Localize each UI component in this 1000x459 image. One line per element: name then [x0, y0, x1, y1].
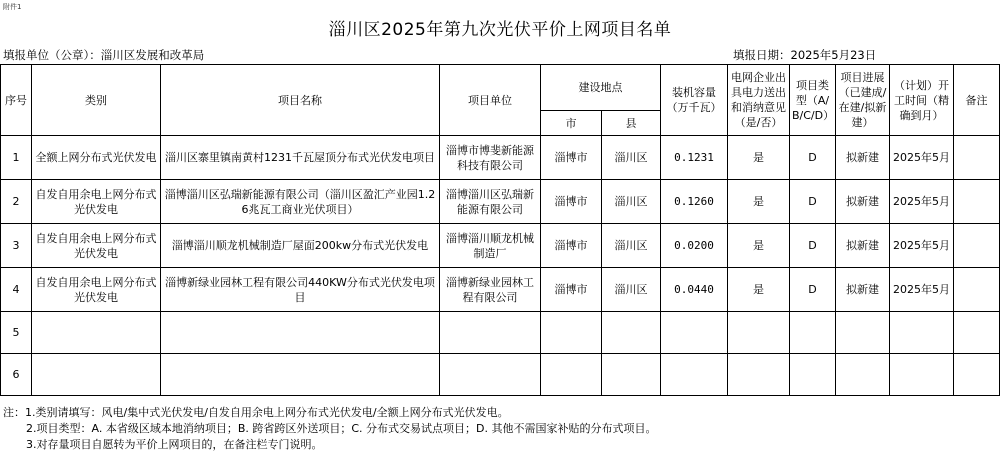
table-row: [1, 136, 1000, 180]
cell-capacity: 0.0200: [661, 224, 728, 268]
cell-county: [602, 354, 661, 396]
header-start-time: （计划）开工时间（精确到月）: [890, 65, 954, 136]
cell-project-name: [161, 312, 440, 354]
cell-progress: 拟新建: [836, 136, 890, 180]
cell-progress: [836, 354, 890, 396]
table-row: [1, 312, 1000, 354]
cell-capacity: 0.1260: [661, 180, 728, 224]
header-category: 类别: [32, 65, 161, 136]
cell-project-type: [790, 312, 836, 354]
cell-county: 淄川区: [602, 268, 661, 312]
cell-project-type: D: [790, 224, 836, 268]
cell-progress: 拟新建: [836, 180, 890, 224]
cell-seq: 3: [1, 224, 32, 268]
header-progress: 项目进展（已建成/在建/拟新建）: [836, 65, 890, 136]
cell-project-unit: 淄博新绿业园林工程有限公司: [440, 268, 541, 312]
cell-category: 自发自用余电上网分布式光伏发电: [32, 180, 161, 224]
cell-remark: [954, 354, 1000, 396]
cell-city: 淄博市: [541, 268, 602, 312]
header-project-unit: 项目单位: [440, 65, 541, 136]
cell-grid-opinion: 是: [728, 268, 790, 312]
cell-project-type: D: [790, 136, 836, 180]
cell-remark: [954, 136, 1000, 180]
cell-grid-opinion: 是: [728, 224, 790, 268]
cell-city: 淄博市: [541, 136, 602, 180]
cell-progress: 拟新建: [836, 224, 890, 268]
cell-city: 淄博市: [541, 224, 602, 268]
cell-start-time: [890, 312, 954, 354]
header-county: 县: [602, 111, 661, 136]
cell-city: [541, 312, 602, 354]
note-line: 3.对存量项目自愿转为平价上网项目的，在备注栏专门说明。: [26, 438, 323, 451]
header-project-type: 项目类型（A/B/C/D）: [790, 65, 836, 136]
fill-unit: 填报单位（公章）：淄川区发展和改革局: [3, 48, 205, 62]
cell-county: 淄川区: [602, 180, 661, 224]
cell-project-name: 淄川区寨里镇南黄村1231千瓦屋顶分布式光伏发电项目: [161, 136, 440, 180]
cell-progress: [836, 312, 890, 354]
cell-project-unit: 淄博市博斐新能源科技有限公司: [440, 136, 541, 180]
cell-start-time: 2025年5月: [890, 180, 954, 224]
cell-grid-opinion: 是: [728, 180, 790, 224]
cell-project-unit: [440, 312, 541, 354]
cell-project-unit: 淄博淄川顺龙机械制造厂: [440, 224, 541, 268]
cell-project-unit: 淄博淄川区弘瑞新能源有限公司: [440, 180, 541, 224]
cell-grid-opinion: [728, 354, 790, 396]
document-title: 淄川区2025年第九次光伏平价上网项目名单: [328, 20, 672, 40]
note-line: 2.项目类型：A. 本省级区域本地消纳项目；B. 跨省跨区外送项目；C. 分布式交易试点项目；D. 其他不需国家补贴的分布式项目。: [26, 422, 657, 435]
header-seq: 序号: [1, 65, 32, 136]
cell-capacity: 0.1231: [661, 136, 728, 180]
header-grid-opinion: 电网企业出具电力送出和消纳意见（是/否）: [728, 65, 790, 136]
project-table: [0, 64, 1000, 396]
table-row: [1, 268, 1000, 312]
cell-remark: [954, 312, 1000, 354]
cell-category: [32, 354, 161, 396]
header-row-1: [1, 65, 1000, 111]
cell-project-name: 淄博淄川顺龙机械制造厂屋面200kw分布式光伏发电: [161, 224, 440, 268]
cell-county: [602, 312, 661, 354]
cell-start-time: 2025年5月: [890, 268, 954, 312]
cell-seq: 2: [1, 180, 32, 224]
cell-grid-opinion: 是: [728, 136, 790, 180]
cell-seq: 4: [1, 268, 32, 312]
cell-remark: [954, 224, 1000, 268]
header-capacity: 装机容量（万千瓦）: [661, 65, 728, 136]
cell-city: [541, 354, 602, 396]
cell-remark: [954, 180, 1000, 224]
table-row: [1, 180, 1000, 224]
cell-project-type: D: [790, 268, 836, 312]
header-remark: 备注: [954, 65, 1000, 136]
cell-seq: 6: [1, 354, 32, 396]
cell-project-name: [161, 354, 440, 396]
fill-date: 填报日期：2025年5月23日: [733, 48, 877, 62]
table-row: [1, 224, 1000, 268]
notes: [3, 405, 657, 453]
header-location: 建设地点: [541, 65, 661, 111]
cell-category: [32, 312, 161, 354]
cell-grid-opinion: [728, 312, 790, 354]
cell-county: 淄川区: [602, 136, 661, 180]
cell-start-time: [890, 354, 954, 396]
cell-seq: 1: [1, 136, 32, 180]
header-city: 市: [541, 111, 602, 136]
attachment-label: 附件1: [3, 3, 22, 11]
cell-remark: [954, 268, 1000, 312]
cell-progress: 拟新建: [836, 268, 890, 312]
cell-county: 淄川区: [602, 224, 661, 268]
note-line: 注：1.类别请填写：风电/集中式光伏发电/自发自用余电上网分布式光伏发电/全额上网分布式光伏发电。: [3, 406, 509, 419]
cell-category: 自发自用余电上网分布式光伏发电: [32, 224, 161, 268]
cell-capacity: [661, 312, 728, 354]
cell-project-name: 淄博新绿业园林工程有限公司440KW分布式光伏发电项目: [161, 268, 440, 312]
cell-city: 淄博市: [541, 180, 602, 224]
cell-category: 自发自用余电上网分布式光伏发电: [32, 268, 161, 312]
cell-start-time: 2025年5月: [890, 224, 954, 268]
cell-start-time: 2025年5月: [890, 136, 954, 180]
cell-capacity: 0.0440: [661, 268, 728, 312]
cell-project-name: 淄博淄川区弘瑞新能源有限公司（淄川区盈汇产业园1.26兆瓦工商业光伏项目）: [161, 180, 440, 224]
cell-project-type: D: [790, 180, 836, 224]
cell-seq: 5: [1, 312, 32, 354]
cell-category: 全额上网分布式光伏发电: [32, 136, 161, 180]
cell-capacity: [661, 354, 728, 396]
table-row: [1, 354, 1000, 396]
header-project-name: 项目名称: [161, 65, 440, 136]
cell-project-unit: [440, 354, 541, 396]
cell-project-type: [790, 354, 836, 396]
